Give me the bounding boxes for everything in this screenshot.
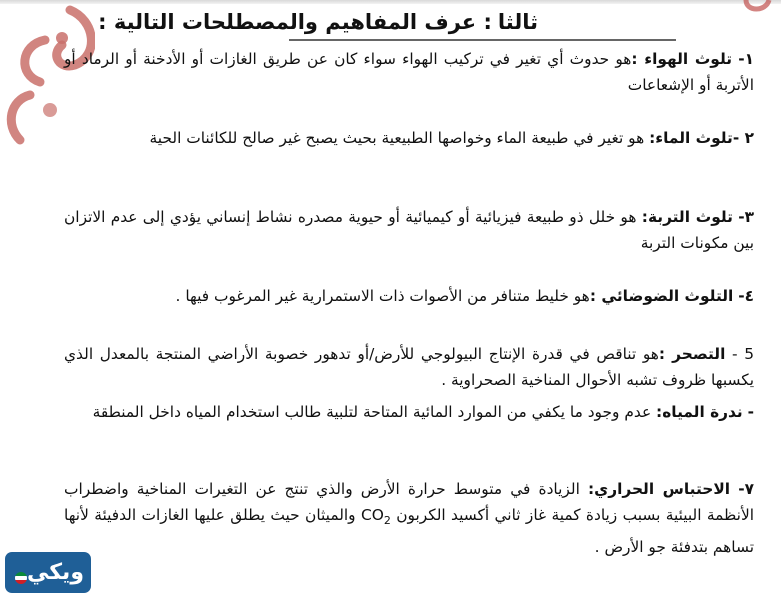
item-number: ١- [738,50,754,68]
item-term: تلوث الهواء : [631,50,733,68]
item-number: 5 - [732,345,754,363]
definition-item [64,476,754,560]
formula-main: CO [360,506,384,524]
item-term: تلوث الماء: [649,129,733,147]
item-term: ندرة المياه: [656,403,743,421]
definition-item [64,204,754,256]
item-number: - [747,403,754,421]
item-definition: هو تناقص في قدرة الإنتاج البيولوجي للأرض/أو تدهور خصوبة الأراضي المنتجة بالمعدل الذي يكسبها ظروف تشبه الأحوال المناخية الصحراوية . [64,345,754,389]
top-edge [0,0,781,4]
item-definition: هو خلل ذو طبيعة فيزيائية أو كيميائية أو حيوية مصدره نشاط إنساني يؤدي إلى عدم الاتزان بين مكونات التربة [64,208,754,252]
item-definition: هو خليط متنافر من الأصوات ذات الاستمرارية غير المرغوب فيها . [175,287,590,305]
kuwait-flag-icon [15,572,27,584]
definition-item [64,46,754,98]
item-term: التلوث الضوضائي : [589,287,734,305]
item-definition: الزيادة في متوسط حرارة الأرض والذي تنتج عن التغيرات المناخية واضطراب الأنظمة البيئية بسبب زيادة كمية غاز ثاني أكسيد الكربون [64,480,754,524]
formula-subscript: 2 [383,514,391,528]
document [64,8,754,41]
heading-title: عرف المفاهيم والمصطلحات التالية : [98,10,477,34]
item-definition: هو حدوث أي تغير في تركيب الهواء سواء كان عن طريق الغازات أو الأدخنة أو الرماد أو الأتربة أو الإشعاعات [64,50,754,94]
item-term: التصحر : [658,345,726,363]
item-number: ٢ - [732,129,754,147]
item-definition-cont: والميثان حيث يطلق عليها الغازات الدفيئة لأنها تساهم بتدفئة جو الأرض . [64,506,754,557]
item-definition: عدم وجود ما يكفي من الموارد المائية المتاحة لتلبية طالب استخدام المياه داخل المنطقة [92,403,652,421]
definition-item [64,125,754,151]
definition-item [64,283,754,309]
item-term: تلوث التربة: [641,208,733,226]
chemical-formula [360,506,391,528]
heading-colon: : [483,10,492,34]
page-title [98,8,676,41]
definition-item [64,399,754,425]
item-number: ٤- [738,287,754,305]
item-number: ٧- [738,480,754,498]
item-term: الاحتباس الحراري: [587,480,731,498]
item-number: ٣- [738,208,754,226]
item-definition: هو تغير في طبيعة الماء وخواصها الطبيعية بحيث يصبح غير صالح للكائنات الحية [149,129,645,147]
logo-text: ويكي [27,560,84,585]
heading-prefix: ثالثا [497,10,538,34]
wiki-logo[interactable] [5,552,91,593]
definition-item [64,341,754,393]
